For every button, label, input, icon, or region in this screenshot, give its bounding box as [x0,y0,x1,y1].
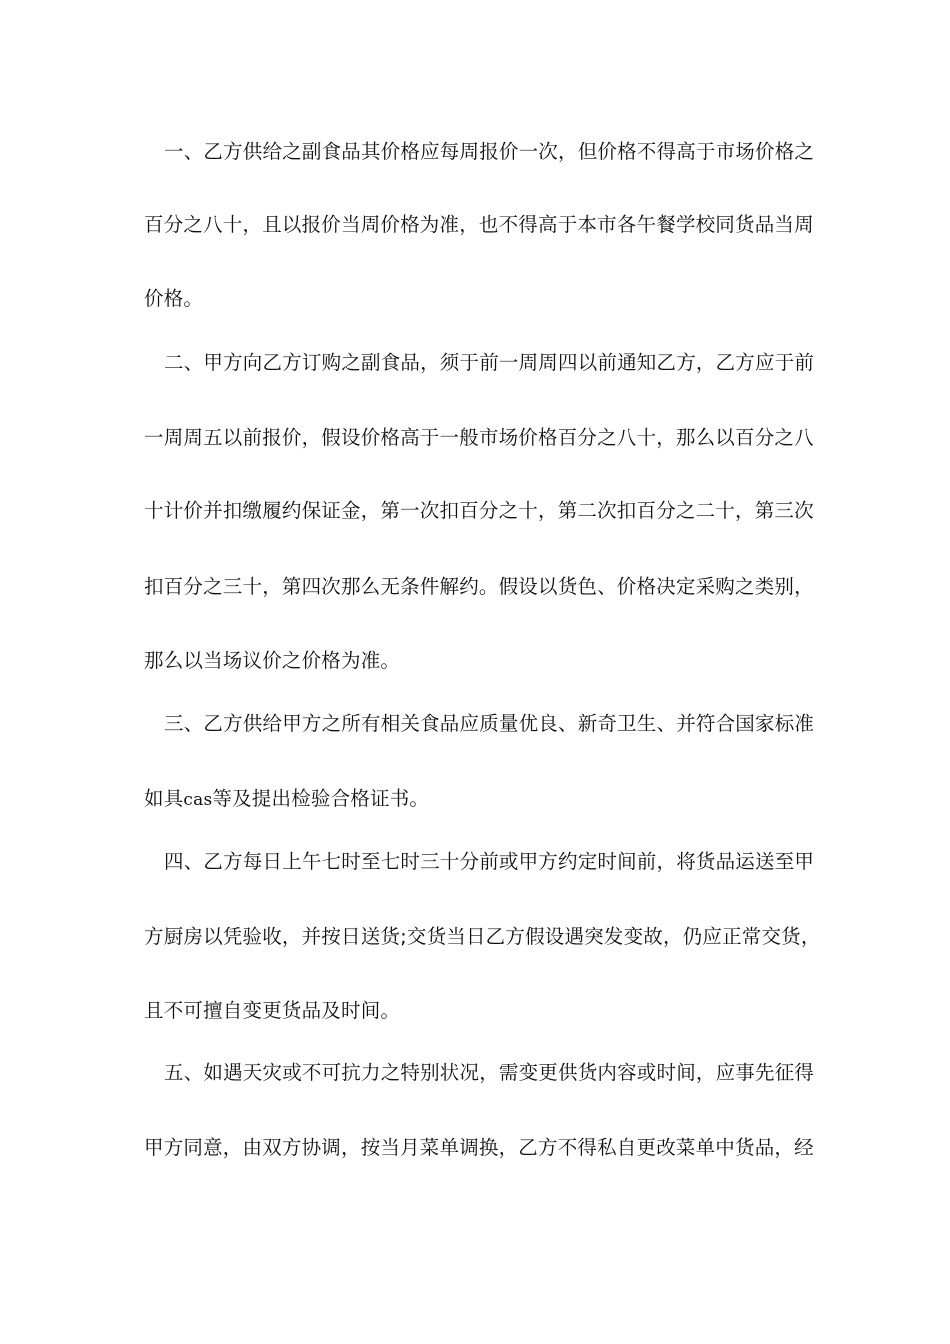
clause-4-line-2: 方厨房以凭验收，并按日送货;交货当日乙方假设遇突发变故，仍应正常交货， [144,925,821,948]
clause-3-line-2-prefix: 如具 [144,787,184,810]
clause-3-line-2-suffix: 等及提出检验合格证书。 [212,787,430,810]
clause-1-line-3: 价格。 [144,287,204,310]
clause-1-line-1: 一、乙方供给之副食品其价格应每周报价一次，但价格不得高于市场价格之 [164,140,815,163]
clause-4-line-3: 且不可擅自变更货品及时间。 [144,999,401,1022]
clause-4-line-1: 四、乙方每日上午七时至七时三十分前或甲方约定时间前，将货品运送至甲 [164,850,815,873]
clause-2-line-3: 十计价并扣缴履约保证金，第一次扣百分之十，第二次扣百分之二十，第三次 [144,499,814,522]
clause-3-standard-code: cas [183,790,213,810]
clause-3-line-1: 三、乙方供给甲方之所有相关食品应质量优良、新奇卫生、并符合国家标准 [164,712,815,735]
clause-2-line-2: 一周周五以前报价，假设价格高于一般市场价格百分之八十，那么以百分之八 [144,426,814,449]
clause-2-line-5: 那么以当场议价之价格为准。 [144,649,401,672]
clause-5-line-2: 甲方同意，由双方协调，按当月菜单调换，乙方不得私自更改菜单中货品，经 [144,1136,814,1159]
clause-2-line-4: 扣百分之三十，第四次那么无条件解约。假设以货色、价格决定采购之类别， [144,575,814,598]
clause-2-line-1: 二、甲方向乙方订购之副食品，须于前一周周四以前通知乙方，乙方应于前 [164,351,815,374]
clause-5-line-1: 五、如遇天灾或不可抗力之特别状况，需变更供货内容或时间，应事先征得 [164,1061,815,1084]
clause-1-line-2: 百分之八十，且以报价当周价格为准，也不得高于本市各午餐学校同货品当周 [144,213,814,236]
clause-3-line-2 [144,786,804,813]
